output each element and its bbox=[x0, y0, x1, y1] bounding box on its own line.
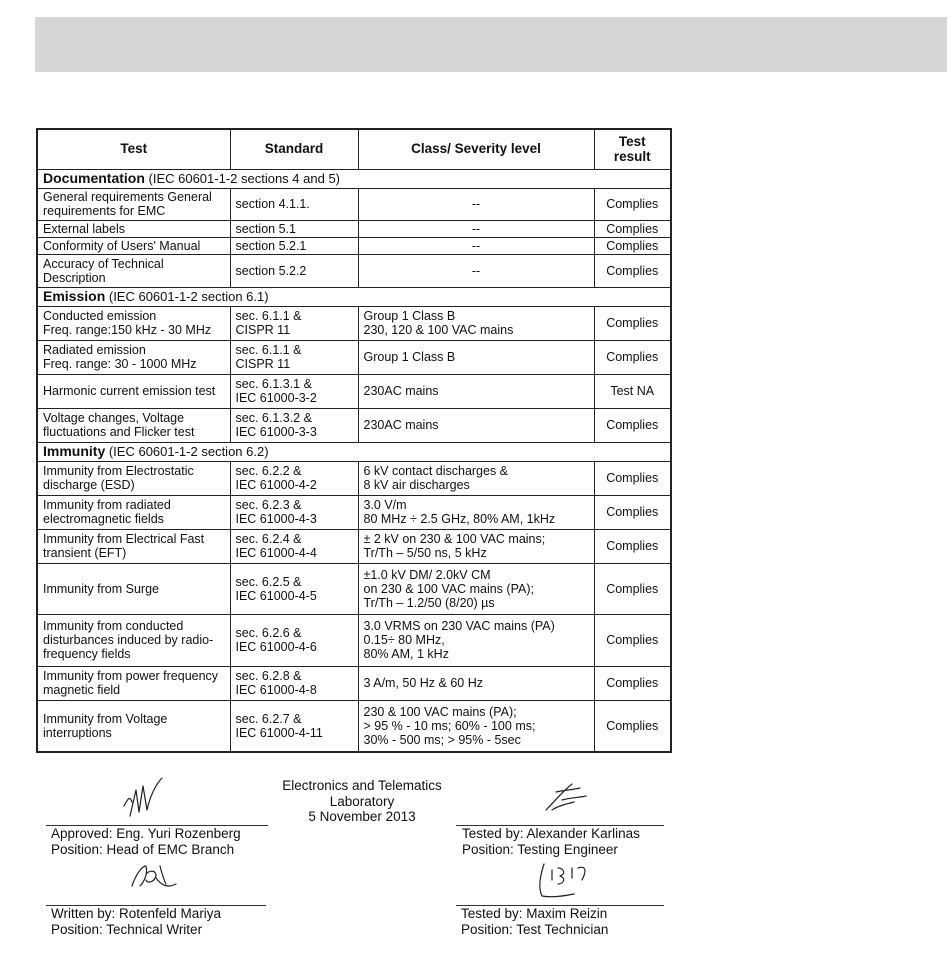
report-date: 5 November 2013 bbox=[308, 809, 416, 824]
table-row bbox=[37, 254, 671, 287]
header-result: Test result bbox=[594, 129, 671, 169]
result-cell: Complies bbox=[594, 237, 671, 254]
severity-cell: ± 2 kV on 230 & 100 VAC mains; Tr/Th – 5/50 ns, 5 kHz bbox=[358, 529, 594, 563]
section-reference: (IEC 60601-1-2 sections 4 and 5) bbox=[144, 171, 340, 186]
standard-cell: section 5.2.2 bbox=[230, 254, 358, 287]
test-name-cell: Immunity from Voltage interruptions bbox=[37, 700, 230, 752]
table-row bbox=[37, 188, 671, 220]
severity-cell: 230AC mains bbox=[358, 408, 594, 442]
table-row bbox=[37, 563, 671, 614]
approved-position: Position: Head of EMC Branch bbox=[51, 841, 235, 857]
tested2-position: Position: Test Technician bbox=[461, 921, 609, 937]
written-name: Written by: Rotenfeld Mariya bbox=[51, 906, 222, 921]
test-name-cell: Immunity from radiated electromagnetic fields bbox=[37, 495, 230, 529]
standard-cell: sec. 6.2.6 & IEC 61000-4-6 bbox=[230, 614, 358, 666]
table-row bbox=[37, 220, 671, 237]
table-row bbox=[37, 614, 671, 666]
table-row bbox=[37, 700, 671, 752]
written-position: Position: Technical Writer bbox=[51, 921, 203, 937]
table-row bbox=[37, 666, 671, 700]
result-cell: Complies bbox=[594, 408, 671, 442]
standard-cell: sec. 6.1.3.2 & IEC 61000-3-3 bbox=[230, 408, 358, 442]
section-row bbox=[37, 169, 671, 188]
severity-cell: 6 kV contact discharges & 8 kV air discharges bbox=[358, 461, 594, 495]
lab-name-line2: Laboratory bbox=[329, 793, 395, 809]
severity-cell: ±1.0 kV DM/ 2.0kV CM on 230 & 100 VAC mains (PA); Tr/Th – 1.2/50 (8/20) µs bbox=[358, 563, 594, 614]
severity-cell: -- bbox=[358, 188, 594, 220]
severity-cell: 3 A/m, 50 Hz & 60 Hz bbox=[358, 666, 594, 700]
table-row bbox=[37, 237, 671, 254]
signature-tested1 bbox=[536, 780, 596, 820]
test-results-table bbox=[36, 128, 672, 753]
signatory-tested1 bbox=[462, 826, 640, 857]
standard-cell: sec. 6.2.2 & IEC 61000-4-2 bbox=[230, 461, 358, 495]
severity-cell: -- bbox=[358, 254, 594, 287]
section-name: Immunity bbox=[43, 443, 106, 459]
severity-cell: 3.0 V/m 80 MHz ÷ 2.5 GHz, 80% AM, 1kHz bbox=[358, 495, 594, 529]
result-cell: Complies bbox=[594, 340, 671, 374]
result-cell: Complies bbox=[594, 188, 671, 220]
test-name-cell: Radiated emission Freq. range: 30 - 1000 MHz bbox=[37, 340, 230, 374]
lab-name-line1: Electronics and Telematics bbox=[282, 778, 442, 793]
test-name-cell: Harmonic current emission test bbox=[37, 374, 230, 408]
severity-cell: -- bbox=[358, 220, 594, 237]
severity-cell: Group 1 Class B bbox=[358, 340, 594, 374]
test-name-cell: Conformity of Users' Manual bbox=[37, 237, 230, 254]
section-row bbox=[37, 287, 671, 306]
severity-cell: 230AC mains bbox=[358, 374, 594, 408]
test-name-cell: Immunity from conducted disturbances induced by radio-frequency fields bbox=[37, 614, 230, 666]
standard-cell: sec. 6.2.4 & IEC 61000-4-4 bbox=[230, 529, 358, 563]
section-title bbox=[37, 442, 671, 461]
result-cell: Complies bbox=[594, 254, 671, 287]
section-reference: (IEC 60601-1-2 section 6.2) bbox=[105, 444, 269, 459]
approved-name: Approved: Eng. Yuri Rozenberg bbox=[51, 826, 241, 841]
header-standard: Standard bbox=[230, 129, 358, 169]
section-title bbox=[37, 287, 671, 306]
section-name: Documentation bbox=[43, 170, 145, 186]
result-cell: Complies bbox=[594, 220, 671, 237]
tested2-name: Tested by: Maxim Reizin bbox=[461, 906, 608, 921]
signature-tested2 bbox=[530, 858, 600, 902]
header-band bbox=[35, 17, 947, 72]
standard-cell: sec. 6.2.7 & IEC 61000-4-11 bbox=[230, 700, 358, 752]
header-severity: Class/ Severity level bbox=[358, 129, 594, 169]
standard-cell: sec. 6.2.5 & IEC 61000-4-5 bbox=[230, 563, 358, 614]
test-name-cell: General requirements General requirements for EMC bbox=[37, 188, 230, 220]
test-name-cell: Immunity from Electrostatic discharge (ESD) bbox=[37, 461, 230, 495]
lab-block bbox=[262, 778, 462, 825]
signatory-approved bbox=[51, 826, 241, 857]
table-row bbox=[37, 495, 671, 529]
table-row bbox=[37, 306, 671, 340]
section-reference: (IEC 60601-1-2 section 6.1) bbox=[105, 289, 269, 304]
tested1-position: Position: Testing Engineer bbox=[462, 841, 618, 857]
test-name-cell: Immunity from power frequency magnetic field bbox=[37, 666, 230, 700]
severity-cell: 230 & 100 VAC mains (PA); > 95 % - 10 ms; 60% - 100 ms; 30% - 500 ms; > 95% - 5sec bbox=[358, 700, 594, 752]
result-cell: Complies bbox=[594, 306, 671, 340]
test-name-cell: Conducted emission Freq. range:150 kHz - 30 MHz bbox=[37, 306, 230, 340]
signatory-written bbox=[51, 906, 221, 937]
test-name-cell: External labels bbox=[37, 220, 230, 237]
table-row bbox=[37, 529, 671, 563]
result-cell: Complies bbox=[594, 563, 671, 614]
severity-cell: -- bbox=[358, 237, 594, 254]
section-title bbox=[37, 169, 671, 188]
signature-approved bbox=[120, 776, 180, 824]
section-name: Emission bbox=[43, 288, 106, 304]
result-cell: Complies bbox=[594, 495, 671, 529]
table-row bbox=[37, 461, 671, 495]
test-name-cell: Accuracy of Technical Description bbox=[37, 254, 230, 287]
standard-cell: section 5.1 bbox=[230, 220, 358, 237]
standard-cell: section 4.1.1. bbox=[230, 188, 358, 220]
section-row bbox=[37, 442, 671, 461]
standard-cell: sec. 6.1.1 & CISPR 11 bbox=[230, 340, 358, 374]
table-row bbox=[37, 408, 671, 442]
header-test: Test bbox=[37, 129, 230, 169]
table-row bbox=[37, 340, 671, 374]
standard-cell: section 5.2.1 bbox=[230, 237, 358, 254]
test-name-cell: Immunity from Electrical Fast transient (EFT) bbox=[37, 529, 230, 563]
result-cell: Complies bbox=[594, 461, 671, 495]
result-cell: Complies bbox=[594, 700, 671, 752]
result-cell: Test NA bbox=[594, 374, 671, 408]
test-name-cell: Voltage changes, Voltage fluctuations and Flicker test bbox=[37, 408, 230, 442]
signature-written bbox=[126, 860, 186, 896]
standard-cell: sec. 6.2.8 & IEC 61000-4-8 bbox=[230, 666, 358, 700]
signatory-tested2 bbox=[461, 906, 608, 937]
result-cell: Complies bbox=[594, 614, 671, 666]
tested1-name: Tested by: Alexander Karlinas bbox=[462, 826, 640, 841]
severity-cell: 3.0 VRMS on 230 VAC mains (PA) 0.15÷ 80 MHz, 80% AM, 1 kHz bbox=[358, 614, 594, 666]
severity-cell: Group 1 Class B 230, 120 & 100 VAC mains bbox=[358, 306, 594, 340]
standard-cell: sec. 6.2.3 & IEC 61000-4-3 bbox=[230, 495, 358, 529]
table-row bbox=[37, 374, 671, 408]
result-cell: Complies bbox=[594, 666, 671, 700]
standard-cell: sec. 6.1.3.1 & IEC 61000-3-2 bbox=[230, 374, 358, 408]
result-cell: Complies bbox=[594, 529, 671, 563]
standard-cell: sec. 6.1.1 & CISPR 11 bbox=[230, 306, 358, 340]
test-name-cell: Immunity from Surge bbox=[37, 563, 230, 614]
